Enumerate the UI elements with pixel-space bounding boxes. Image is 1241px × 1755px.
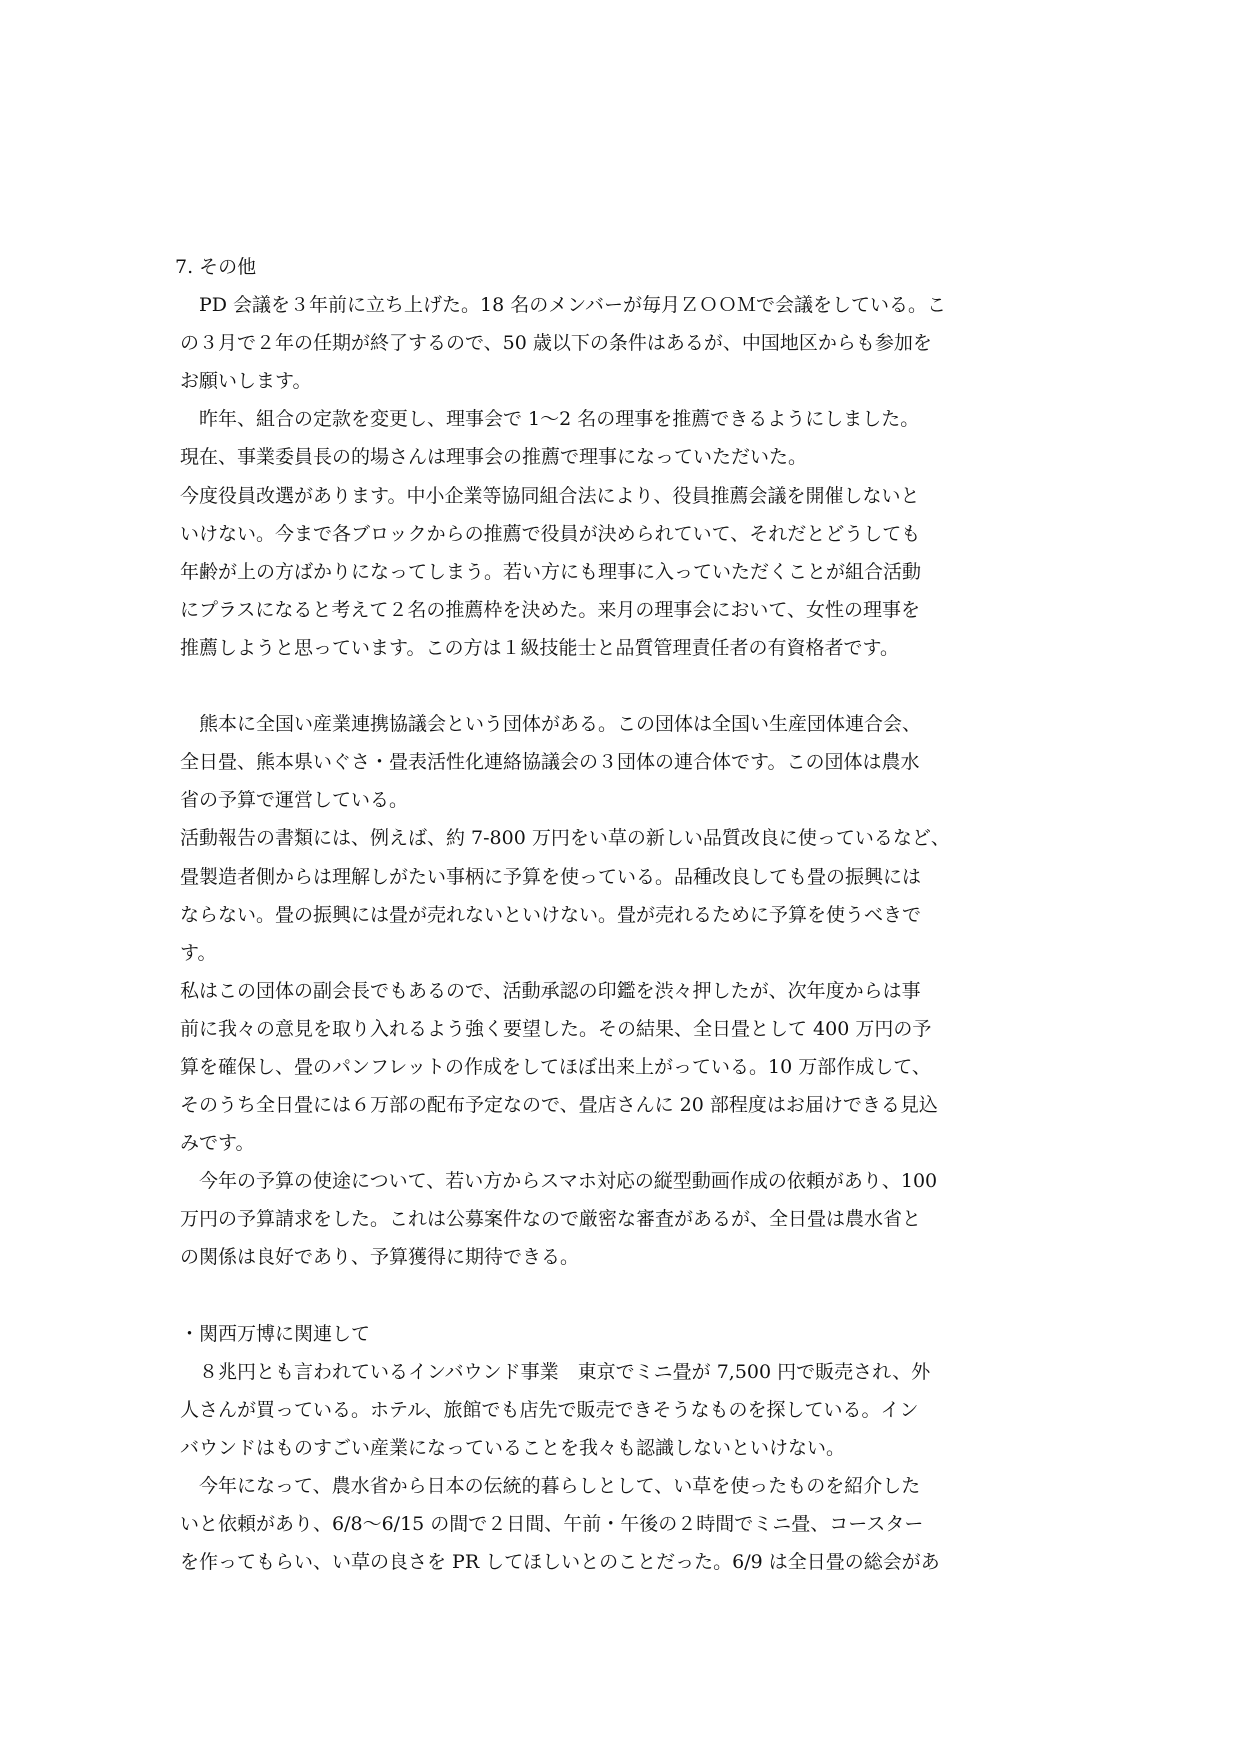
paragraph-kumamoto-council <box>180 705 1080 819</box>
document-body <box>175 248 1080 1581</box>
text-line: を作ってもらい、い草の良さを PR してほしいとのことだった。6/9 は全日畳の総会があ <box>180 1551 940 1574</box>
text-line: 人さんが買っている。ホテル、旅館でも店先で販売できそうなものを探している。イン <box>180 1398 919 1421</box>
text-line: 昨年、組合の定款を変更し、理事会で 1～2 名の理事を推薦できるようにしました。 <box>180 408 920 431</box>
text-line: 推薦しようと思っています。この方は１級技能士と品質管理責任者の有資格者です。 <box>180 636 899 659</box>
text-line: 省の予算で運営している。 <box>180 789 409 812</box>
text-line: す。 <box>180 941 217 964</box>
text-line: 畳製造者側からは理解しがたい事柄に予算を使っている。品種改良しても畳の振興には <box>180 865 922 888</box>
text-line: お願いします。 <box>180 370 312 393</box>
paragraph-articles-change <box>180 400 1080 476</box>
text-line: 活動報告の書類には、例えば、約 7-800 万円をい草の新しい品質改良に使っているなど、 <box>180 827 950 850</box>
text-line: 今度役員改選があります。中小企業等協同組合法により、役員推薦会議を開催しないと <box>180 484 920 507</box>
paragraph-inbound <box>180 1353 1080 1467</box>
text-line: ならない。畳の振興には畳が売れないといけない。畳が売れるために予算を使うべきで <box>180 903 922 926</box>
text-line: 今年の予算の使途について、若い方からスマホ対応の縦型動画作成の依頼があり、100 <box>180 1170 938 1193</box>
paragraph-maff-request <box>180 1467 1080 1581</box>
text-line: いと依頼があり、6/8～6/15 の間で２日間、午前・午後の２時間でミニ畳、コースター <box>180 1513 924 1536</box>
text-line: 算を確保し、畳のパンフレットの作成をしてほぼ出来上がっている。10 万部作成して、 <box>180 1055 931 1078</box>
text-line: 熊本に全国い産業連携協議会という団体がある。この団体は全国い生産団体連合会、 <box>180 713 922 736</box>
section-heading: 7. その他 <box>175 256 257 278</box>
text-line: 私はこの団体の副会長でもあるので、活動承認の印鑑を渋々押したが、次年度からは事 <box>180 979 921 1002</box>
text-line: 万円の予算請求をした。これは公募案件なので厳密な審査があるが、全日畳は農水省と <box>180 1208 922 1231</box>
subsection-heading: ・関西万博に関連して <box>180 1322 371 1345</box>
text-line: いけない。今まで各ブロックからの推薦で役員が決められていて、それだとどうしても <box>180 522 921 545</box>
text-line: 全日畳、熊本県いぐさ・畳表活性化連絡協議会の３団体の連合体です。この団体は農水 <box>180 751 920 774</box>
paragraph-officer-election <box>180 477 1080 667</box>
blank-line <box>180 667 1080 705</box>
text-line: 年齢が上の方ばかりになってしまう。若い方にも理事に入っていただくことが組合活動 <box>180 560 922 583</box>
text-line: そのうち全日畳には６万部の配布予定なので、畳店さんに 20 部程度はお届けできる見込 <box>180 1094 938 1117</box>
paragraph-pd-meeting <box>180 286 1080 400</box>
text-line: ８兆円とも言われているインバウンド事業 東京でミニ畳が 7,500 円で販売され、外 <box>180 1360 931 1383</box>
paragraph-budget-use <box>180 1162 1080 1276</box>
blank-line <box>180 1277 1080 1315</box>
text-line: PD 会議を３年前に立ち上げた。18 名のメンバーが毎月ＺＯＯＭで会議をしている。こ <box>180 294 946 317</box>
text-line: の３月で２年の任期が終了するので、50 歳以下の条件はあるが、中国地区からも参加を <box>180 332 932 355</box>
text-line: バウンドはものすごい産業になっていることを我々も認識しないといけない。 <box>180 1436 846 1459</box>
text-line: 現在、事業委員長の的場さんは理事会の推薦で理事になっていただいた。 <box>180 446 808 469</box>
text-line: の関係は良好であり、予算獲得に期待できる。 <box>180 1246 580 1269</box>
text-line: にプラスになると考えて２名の推薦枠を決めた。来月の理事会において、女性の理事を <box>180 598 921 621</box>
text-line: 今年になって、農水省から日本の伝統的暮らしとして、い草を使ったものを紹介した <box>180 1475 921 1497</box>
paragraph-vice-chair <box>180 972 1080 1162</box>
text-line: 前に我々の意見を取り入れるよう強く要望した。その結果、全日畳として 400 万円の予 <box>180 1017 932 1040</box>
paragraph-activity-report <box>180 819 1080 971</box>
text-line: みです。 <box>180 1132 255 1155</box>
